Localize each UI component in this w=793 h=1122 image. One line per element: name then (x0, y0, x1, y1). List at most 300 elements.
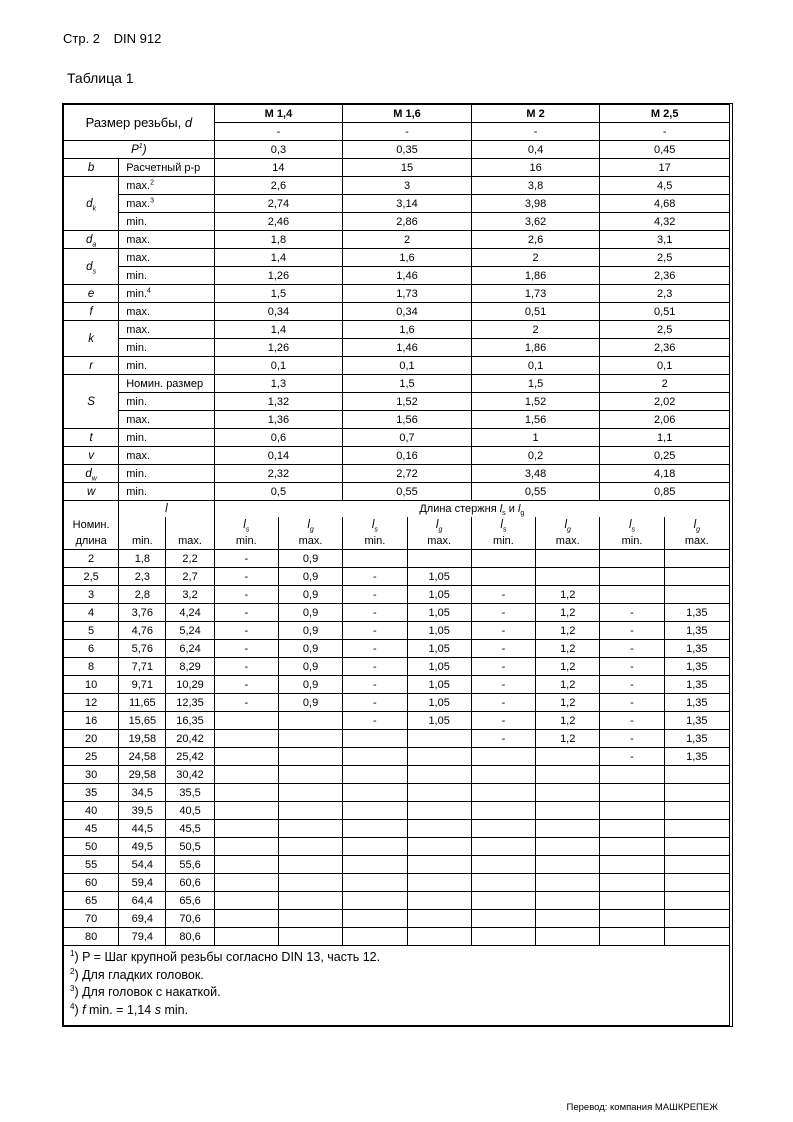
length-cell (214, 802, 278, 820)
ls-header: $l_s$ (343, 517, 407, 533)
footnote-3: $^3$) Для головок с накаткой. (70, 983, 221, 999)
value-cell: 1,5 (214, 285, 343, 303)
length-cell (536, 874, 600, 892)
length-cell (214, 838, 278, 856)
value-cell: 4,5 (600, 177, 730, 195)
value-cell: 0,25 (600, 447, 730, 465)
footnotes (64, 946, 730, 1026)
length-cell (600, 892, 664, 910)
length-cell: - (600, 694, 664, 712)
value-cell: 0,16 (343, 447, 472, 465)
length-cell (343, 730, 407, 748)
value-cell: 1,26 (214, 339, 343, 357)
length-cell (343, 838, 407, 856)
value-cell: 1,73 (471, 285, 600, 303)
length-cell (407, 910, 471, 928)
length-cell (536, 892, 600, 910)
length-cell (664, 784, 729, 802)
length-cell: 1,2 (536, 640, 600, 658)
length-cell (536, 568, 600, 586)
length-cell (343, 784, 407, 802)
length-cell: 69,4 (119, 910, 166, 928)
size-m1-6: M 1,6 (343, 105, 472, 123)
length-cell: - (214, 640, 278, 658)
length-cell: 0,9 (278, 550, 342, 568)
length-cell: - (214, 658, 278, 676)
value-cell: 2,32 (214, 465, 343, 483)
length-cell: 11,65 (119, 694, 166, 712)
length-cell: 65 (64, 892, 119, 910)
length-cell: 8 (64, 658, 119, 676)
value-cell: 2 (471, 249, 600, 267)
value-cell: 0,34 (214, 303, 343, 321)
length-cell: 60,6 (166, 874, 214, 892)
param-symbol: w (64, 483, 119, 501)
length-cell: 3,2 (166, 586, 214, 604)
length-cell: 80,6 (166, 928, 214, 946)
param-symbol: $P^1$) (64, 141, 215, 159)
length-cell: 6,24 (166, 640, 214, 658)
value-cell: 1,26 (214, 267, 343, 285)
param-label: Номин. размер (119, 375, 214, 393)
translator-credit: Перевод: компания МАШКРЕПЕЖ (566, 1102, 718, 1113)
param-label: max. (119, 447, 214, 465)
value-cell: 1,5 (471, 375, 600, 393)
length-cell (343, 550, 407, 568)
length-cell (664, 856, 729, 874)
length-cell: 2,3 (119, 568, 166, 586)
value-cell: 1 (471, 429, 600, 447)
value-cell: 0,1 (600, 357, 730, 375)
value-cell: 1,3 (214, 375, 343, 393)
length-cell: 1,05 (407, 712, 471, 730)
length-cell: 1,35 (664, 604, 729, 622)
value-cell: 1,86 (471, 267, 600, 285)
length-cell: - (471, 640, 535, 658)
length-cell: 34,5 (119, 784, 166, 802)
value-cell: 0,1 (471, 357, 600, 375)
value-cell: 1,52 (343, 393, 472, 411)
length-cell (278, 730, 342, 748)
value-cell: 0,14 (214, 447, 343, 465)
length-cell (407, 730, 471, 748)
table-title: Таблица 1 (67, 70, 134, 86)
param-label: min. (119, 267, 214, 285)
length-cell (343, 856, 407, 874)
length-cell: 45 (64, 820, 119, 838)
value-cell: 1,86 (471, 339, 600, 357)
length-cell (664, 874, 729, 892)
length-cell (278, 928, 342, 946)
length-cell (664, 802, 729, 820)
value-cell: 3 (343, 177, 472, 195)
ls-header: $l_s$ (471, 517, 535, 533)
length-cell (600, 838, 664, 856)
length-cell (536, 928, 600, 946)
value-cell: 3,14 (343, 195, 472, 213)
value-cell: 2,36 (600, 267, 730, 285)
value-cell: 2,86 (343, 213, 472, 231)
length-cell: 16,35 (166, 712, 214, 730)
length-cell: 1,2 (536, 604, 600, 622)
length-cell: - (471, 622, 535, 640)
length-cell (343, 748, 407, 766)
length-cell: - (214, 694, 278, 712)
length-cell: - (214, 676, 278, 694)
value-cell: 17 (600, 159, 730, 177)
param-label: Расчетный р-р (119, 159, 214, 177)
value-cell: 1,4 (214, 249, 343, 267)
length-cell: 39,5 (119, 802, 166, 820)
length-cell: 10,29 (166, 676, 214, 694)
length-cell: - (600, 730, 664, 748)
param-symbol: f (64, 303, 119, 321)
footnote-4: $^4$) f min. = 1,14 s min. (70, 1001, 189, 1017)
length-cell: 1,35 (664, 748, 729, 766)
length-cell (214, 766, 278, 784)
length-cell: 30 (64, 766, 119, 784)
length-cell: - (471, 676, 535, 694)
l-symbol: l (119, 501, 214, 518)
length-cell: 65,6 (166, 892, 214, 910)
size-m2-5: M 2,5 (600, 105, 730, 123)
length-cell: 5 (64, 622, 119, 640)
length-cell: 1,35 (664, 622, 729, 640)
param-symbol: e (64, 285, 119, 303)
param-label: max. (119, 249, 214, 267)
length-cell: 30,42 (166, 766, 214, 784)
standard-name: DIN 912 (113, 31, 162, 46)
length-cell (471, 874, 535, 892)
length-cell: 1,2 (536, 712, 600, 730)
length-cell: 7,71 (119, 658, 166, 676)
lg-header: $l_g$ (536, 517, 600, 533)
length-cell (278, 820, 342, 838)
param-symbol: $d_w$ (64, 465, 119, 483)
length-cell (664, 928, 729, 946)
length-cell (343, 910, 407, 928)
value-cell: 1,32 (214, 393, 343, 411)
length-cell: 3 (64, 586, 119, 604)
value-cell: 0,51 (600, 303, 730, 321)
length-cell: 29,58 (119, 766, 166, 784)
length-cell: - (343, 586, 407, 604)
length-cell (214, 856, 278, 874)
len-blank (64, 501, 119, 518)
value-cell: 0,55 (343, 483, 472, 501)
length-cell (214, 874, 278, 892)
length-cell: 55,6 (166, 856, 214, 874)
length-cell (471, 892, 535, 910)
length-cell: - (343, 658, 407, 676)
param-label: max. (119, 231, 214, 249)
length-cell (343, 928, 407, 946)
length-cell (536, 820, 600, 838)
length-cell: - (214, 550, 278, 568)
param-label: max.$^2$ (119, 177, 214, 195)
length-cell (664, 910, 729, 928)
length-cell (214, 784, 278, 802)
value-cell: 1,56 (343, 411, 472, 429)
value-cell: 2,3 (600, 285, 730, 303)
length-cell: 8,29 (166, 658, 214, 676)
lg-header: $l_g$ (407, 517, 471, 533)
length-cell: 1,2 (536, 676, 600, 694)
length-cell: 2 (64, 550, 119, 568)
value-cell: 3,48 (471, 465, 600, 483)
length-cell (536, 550, 600, 568)
length-cell: - (600, 676, 664, 694)
length-cell (600, 802, 664, 820)
length-cell: 19,58 (119, 730, 166, 748)
size-sub-1: - (214, 123, 343, 141)
length-cell: 1,8 (119, 550, 166, 568)
length-cell (278, 838, 342, 856)
size-sub-2: - (343, 123, 472, 141)
value-cell: 1,1 (600, 429, 730, 447)
length-cell: 0,9 (278, 676, 342, 694)
length-cell (343, 892, 407, 910)
length-cell (471, 820, 535, 838)
length-cell (536, 766, 600, 784)
value-cell: 0,7 (343, 429, 472, 447)
length-cell: 0,9 (278, 658, 342, 676)
value-cell: 0,45 (600, 141, 730, 159)
length-cell: 1,35 (664, 676, 729, 694)
length-cell: - (343, 622, 407, 640)
length-cell (407, 838, 471, 856)
length-cell: 1,05 (407, 622, 471, 640)
value-cell: 0,6 (214, 429, 343, 447)
length-cell (536, 910, 600, 928)
length-cell: 5,24 (166, 622, 214, 640)
param-label: min. (119, 357, 214, 375)
length-cell: 40 (64, 802, 119, 820)
value-cell: 1,56 (471, 411, 600, 429)
length-cell: - (471, 658, 535, 676)
length-cell: 0,9 (278, 604, 342, 622)
length-cell (278, 766, 342, 784)
size-m2: M 2 (471, 105, 600, 123)
param-label: min. (119, 465, 214, 483)
value-cell: 2,5 (600, 249, 730, 267)
param-symbol: r (64, 357, 119, 375)
value-cell: 1,5 (343, 375, 472, 393)
length-cell (278, 802, 342, 820)
param-symbol: $d_s$ (64, 249, 119, 285)
length-cell: - (214, 622, 278, 640)
length-cell: 35,5 (166, 784, 214, 802)
value-cell: 2,46 (214, 213, 343, 231)
length-cell (471, 928, 535, 946)
length-cell (600, 910, 664, 928)
value-cell: 2,36 (600, 339, 730, 357)
length-cell (278, 748, 342, 766)
value-cell: 4,32 (600, 213, 730, 231)
value-cell: 2,5 (600, 321, 730, 339)
length-cell: - (600, 748, 664, 766)
length-cell (407, 784, 471, 802)
length-cell: - (214, 604, 278, 622)
length-cell (600, 586, 664, 604)
param-symbol: $d_a$ (64, 231, 119, 249)
length-cell: 59,4 (119, 874, 166, 892)
length-cell: 12,35 (166, 694, 214, 712)
length-cell: 5,76 (119, 640, 166, 658)
length-cell: 4 (64, 604, 119, 622)
footnote-1: $^1$) P = Шаг крупной резьбы согласно DIN 13, часть 12. (70, 948, 381, 964)
length-cell (664, 838, 729, 856)
value-cell: 0,3 (214, 141, 343, 159)
length-cell: 1,35 (664, 730, 729, 748)
length-cell: 79,4 (119, 928, 166, 946)
length-cell (600, 820, 664, 838)
value-cell: 16 (471, 159, 600, 177)
length-cell: 25 (64, 748, 119, 766)
length-cell: 4,76 (119, 622, 166, 640)
length-cell (214, 730, 278, 748)
length-cell: 24,58 (119, 748, 166, 766)
value-cell: 1,52 (471, 393, 600, 411)
value-cell: 3,62 (471, 213, 600, 231)
value-cell: 3,8 (471, 177, 600, 195)
value-cell: 4,18 (600, 465, 730, 483)
length-cell: 0,9 (278, 622, 342, 640)
value-cell: 0,5 (214, 483, 343, 501)
length-cell: 10 (64, 676, 119, 694)
length-cell (343, 820, 407, 838)
value-cell: 1,73 (343, 285, 472, 303)
length-cell (471, 784, 535, 802)
length-cell: 20 (64, 730, 119, 748)
length-cell (471, 838, 535, 856)
length-cell (278, 856, 342, 874)
length-cell: 0,9 (278, 568, 342, 586)
value-cell: 14 (214, 159, 343, 177)
length-cell (407, 892, 471, 910)
length-cell (278, 874, 342, 892)
length-cell: 0,9 (278, 694, 342, 712)
param-label: max. (119, 303, 214, 321)
value-cell: 3,1 (600, 231, 730, 249)
value-cell: 0,4 (471, 141, 600, 159)
length-cell: - (343, 604, 407, 622)
value-cell: 1,36 (214, 411, 343, 429)
length-cell (600, 784, 664, 802)
param-symbol: S (64, 375, 119, 429)
page-number: Стр. 2 (63, 31, 101, 46)
length-cell (343, 766, 407, 784)
length-cell: - (214, 568, 278, 586)
length-cell: - (471, 604, 535, 622)
lg-header: $l_g$ (278, 517, 342, 533)
length-cell (471, 748, 535, 766)
length-cell: - (600, 658, 664, 676)
length-cell (664, 892, 729, 910)
length-cell: 2,8 (119, 586, 166, 604)
length-cell (664, 820, 729, 838)
param-symbol: v (64, 447, 119, 465)
length-cell: 9,71 (119, 676, 166, 694)
length-cell: - (471, 586, 535, 604)
length-cell (664, 550, 729, 568)
length-cell: 50 (64, 838, 119, 856)
length-cell (664, 766, 729, 784)
length-cell: 1,05 (407, 658, 471, 676)
value-cell: 2,6 (471, 231, 600, 249)
length-cell: 16 (64, 712, 119, 730)
length-cell (600, 928, 664, 946)
param-label: min. (119, 429, 214, 447)
value-cell: 3,98 (471, 195, 600, 213)
length-cell: 40,5 (166, 802, 214, 820)
length-cell (664, 568, 729, 586)
length-cell (343, 874, 407, 892)
length-cell (471, 802, 535, 820)
length-cell (664, 586, 729, 604)
length-cell: 1,05 (407, 640, 471, 658)
value-cell: 0,1 (343, 357, 472, 375)
value-cell: 2,02 (600, 393, 730, 411)
value-cell: 0,51 (471, 303, 600, 321)
length-cell: 25,42 (166, 748, 214, 766)
length-cell: 35 (64, 784, 119, 802)
length-cell (600, 766, 664, 784)
length-cell (471, 856, 535, 874)
length-cell: 49,5 (119, 838, 166, 856)
length-cell (471, 550, 535, 568)
length-cell: 1,05 (407, 694, 471, 712)
value-cell: 2,74 (214, 195, 343, 213)
length-cell: 1,05 (407, 676, 471, 694)
param-label: min. (119, 213, 214, 231)
value-cell: 1,46 (343, 267, 472, 285)
param-symbol: k (64, 321, 119, 357)
length-cell (600, 856, 664, 874)
length-cell: - (214, 586, 278, 604)
length-cell (407, 748, 471, 766)
value-cell: 0,55 (471, 483, 600, 501)
param-symbol: t (64, 429, 119, 447)
length-cell: - (343, 694, 407, 712)
length-cell: 1,35 (664, 712, 729, 730)
nom-label-2: длина (64, 533, 119, 550)
length-cell: 0,9 (278, 640, 342, 658)
length-cell (600, 874, 664, 892)
length-cell (600, 568, 664, 586)
length-cell: 1,05 (407, 604, 471, 622)
value-cell: 0,35 (343, 141, 472, 159)
param-label: min. (119, 483, 214, 501)
length-cell (407, 766, 471, 784)
length-cell (278, 712, 342, 730)
length-cell: 2,5 (64, 568, 119, 586)
length-cell: - (600, 712, 664, 730)
value-cell: 2,06 (600, 411, 730, 429)
length-cell: 1,2 (536, 622, 600, 640)
length-cell (214, 748, 278, 766)
length-cell (278, 910, 342, 928)
value-cell: 1,8 (214, 231, 343, 249)
length-cell: - (343, 712, 407, 730)
length-cell (407, 820, 471, 838)
value-cell: 2 (471, 321, 600, 339)
size-m1-4: M 1,4 (214, 105, 343, 123)
param-label: min.$^4$ (119, 285, 214, 303)
length-cell: 20,42 (166, 730, 214, 748)
param-symbol: b (64, 159, 119, 177)
value-cell: 15 (343, 159, 472, 177)
